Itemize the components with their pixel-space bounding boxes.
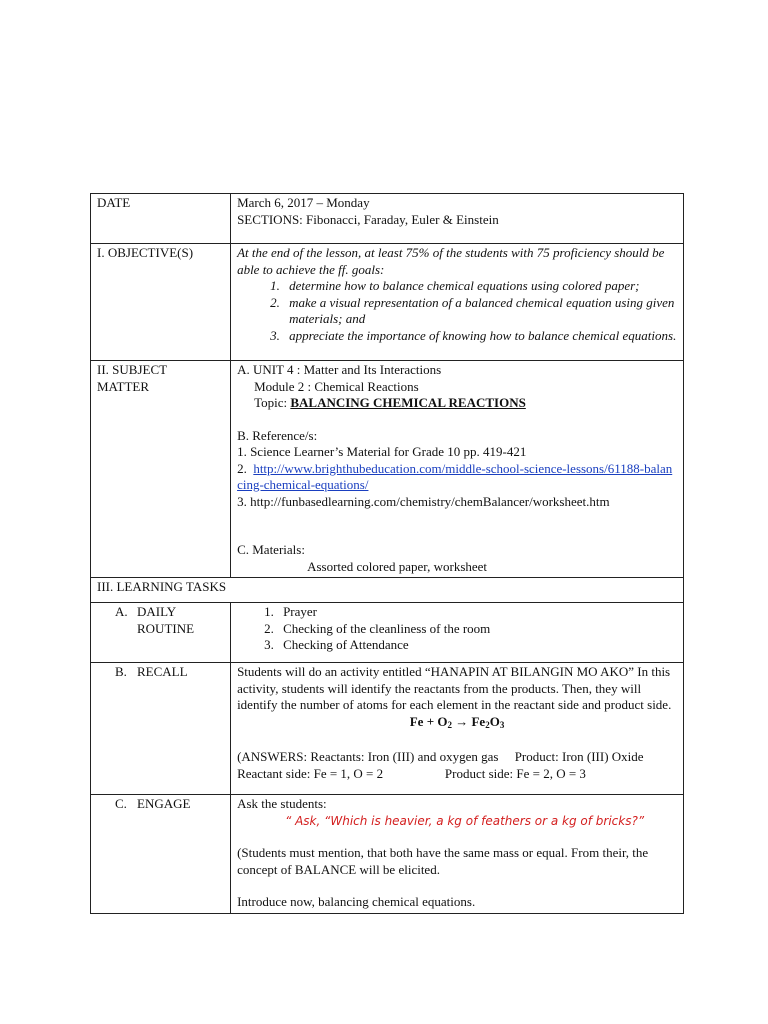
subject-matter-label-line1: II. SUBJECT (97, 362, 168, 377)
objectives-intro: At the end of the lesson, at least 75% of the students with 75 proficiency should be able to achieve the ff. goals: (237, 245, 665, 277)
engage-mention: (Students must mention, that both have the same mass or equal. From their, the concept of BALANCE will be elicited. (237, 845, 649, 877)
equation-part-a: Fe + O (409, 713, 448, 729)
daily-routine-letter: A. (115, 604, 128, 619)
engage-row (91, 795, 684, 914)
recall-row (91, 663, 684, 795)
reference-1: 1. Science Learner’s Material for Grade 10 pp. 419-421 (237, 444, 527, 459)
date-label: DATE (91, 194, 231, 244)
recall-label-text: RECALL (137, 664, 188, 679)
unit-text: A. UNIT 4 : Matter and Its Interactions (237, 362, 442, 377)
equation-sub-a: 2 (447, 719, 452, 730)
recall-text: Students will do an activity entitled “HANAPIN AT BILANGIN MO AKO” In this activity, students will identify the reactants from the products. Then, they will identify the number of atoms for each element in the reactant side and product side. (237, 664, 672, 712)
engage-label-text: ENGAGE (137, 796, 191, 811)
objectives-label: I. OBJECTIVE(S) (91, 244, 231, 361)
objectives-content (231, 244, 684, 361)
module-text: Module 2 : Chemical Reactions (254, 378, 419, 394)
objectives-row (91, 244, 684, 361)
objective-item: 1. determine how to balance chemical equations using colored paper; (283, 278, 677, 295)
equation-part-c: O (489, 713, 500, 729)
reference-2 (237, 461, 677, 494)
routine-item: 2. Checking of the cleanliness of the room (277, 621, 677, 638)
daily-routine-label-line1 (115, 604, 224, 621)
routine-item: 3. Checking of Attendance (277, 637, 677, 654)
engage-introduce: Introduce now, balancing chemical equations. (237, 894, 476, 909)
subject-matter-label (91, 361, 231, 578)
equation-sub-b: 2 (485, 719, 490, 730)
objectives-list (237, 278, 677, 344)
date-content (231, 194, 684, 244)
engage-letter: C. (115, 796, 127, 811)
topic-line (237, 395, 677, 412)
answers-line-2: Reactant side: Fe = 1, O = 2 Product side: Fe = 2, O = 3 (237, 765, 586, 781)
date-row (91, 194, 684, 244)
subject-matter-row (91, 361, 684, 578)
daily-routine-label-line2: ROUTINE (137, 620, 195, 636)
reference-2-link[interactable]: http://www.brighthubeducation.com/middle-school-science-lessons/61188-balancing-chemical-equations/ (237, 460, 673, 492)
recall-label (91, 663, 231, 795)
sections-text: SECTIONS: Fibonacci, Faraday, Euler & Einstein (237, 211, 499, 227)
materials-text: Assorted colored paper, worksheet (307, 558, 488, 574)
answers-line-1: (ANSWERS: Reactants: Iron (III) and oxygen gas Product: Iron (III) Oxide (237, 749, 644, 764)
daily-routine-content (231, 603, 684, 663)
reference-3: 3. http://funbasedlearning.com/chemistry/chemBalancer/worksheet.htm (237, 493, 610, 509)
equation-sub-c: 3 (499, 719, 505, 730)
engage-content (231, 795, 684, 914)
routine-item: 1. Prayer (277, 604, 677, 621)
subject-matter-label-line2: MATTER (97, 378, 149, 394)
subject-matter-content (231, 361, 684, 578)
materials-heading: C. Materials: (237, 542, 305, 557)
recall-letter: B. (115, 664, 127, 679)
learning-tasks-row (91, 578, 684, 603)
references-heading: B. Reference/s: (237, 427, 318, 443)
topic-prefix: Topic: (254, 395, 291, 410)
lesson-plan-table (90, 193, 684, 914)
daily-routine-label-text1: DAILY (137, 604, 177, 619)
topic-title: BALANCING CHEMICAL REACTIONS (290, 395, 526, 410)
engage-ask: Ask the students: (237, 796, 327, 811)
chemical-equation (237, 714, 677, 734)
daily-routine-list (237, 604, 677, 654)
learning-tasks-label: III. LEARNING TASKS (91, 578, 684, 603)
objective-item: 2. make a visual representation of a balanced chemical equation using given materials; and (283, 295, 677, 328)
reference-2-number: 2. (237, 460, 247, 476)
engage-label (91, 795, 231, 914)
daily-routine-row (91, 603, 684, 663)
daily-routine-label (91, 603, 231, 663)
equation-arrow: → Fe (451, 713, 486, 729)
date-text: March 6, 2017 – Monday (237, 195, 370, 210)
recall-content (231, 663, 684, 795)
engage-question: “ Ask, “Which is heavier, a kg of feathers or a kg of bricks?” (285, 813, 645, 828)
objective-item: 3. appreciate the importance of knowing how to balance chemical equations. (283, 328, 677, 345)
